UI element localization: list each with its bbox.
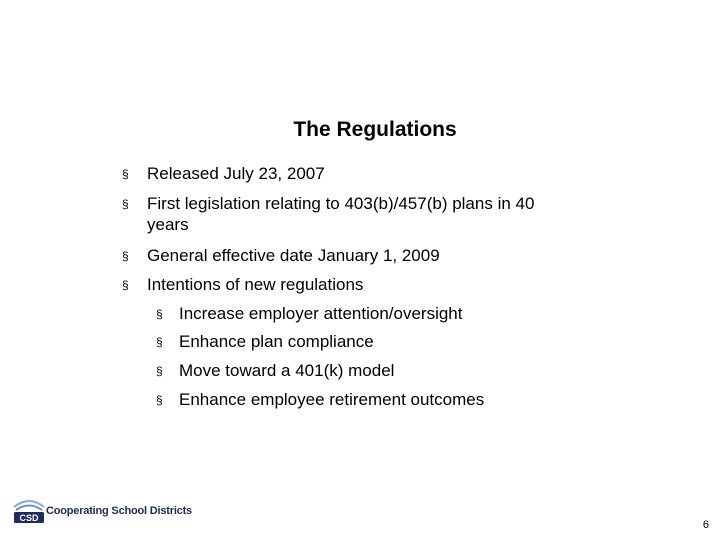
sub-bullet-item — [156, 332, 374, 352]
logo-text: Cooperating School Districts — [46, 505, 192, 517]
slide-title: The Regulations — [293, 118, 457, 141]
sub-bullet-item — [156, 390, 485, 410]
sub-bullet-item — [156, 361, 395, 381]
bullet-text: years — [147, 215, 189, 234]
organization-logo — [12, 496, 192, 526]
sub-bullet-text: Enhance plan compliance — [179, 332, 374, 351]
bullet-marker: § — [156, 364, 163, 378]
sub-bullet-text: Increase employer attention/oversight — [179, 304, 463, 323]
bullet-marker: § — [122, 197, 129, 211]
bullet-marker: § — [156, 307, 163, 321]
bullet-text: First legislation relating to 403(b)/457(b) plans in 40 — [147, 194, 535, 213]
bullet-marker: § — [122, 278, 129, 292]
sub-bullet-item — [156, 304, 463, 324]
bullet-item — [122, 275, 364, 295]
bullet-item — [122, 164, 325, 184]
bullet-item — [122, 246, 440, 266]
bullet-text: Released July 23, 2007 — [147, 164, 325, 183]
bullet-marker: § — [156, 393, 163, 407]
bullet-text-continuation — [147, 215, 189, 235]
bullet-marker: § — [122, 167, 129, 181]
bullet-text: General effective date January 1, 2009 — [147, 246, 440, 265]
bullet-marker: § — [156, 335, 163, 349]
bullet-text: Intentions of new regulations — [147, 275, 364, 294]
page-number: 6 — [702, 519, 709, 531]
sub-bullet-text: Move toward a 401(k) model — [179, 361, 395, 380]
sub-bullet-text: Enhance employee retirement outcomes — [179, 390, 485, 409]
logo-mark-text: CSD — [19, 513, 39, 523]
csd-logo-icon — [12, 498, 46, 524]
bullet-item — [122, 194, 535, 214]
bullet-marker: § — [122, 249, 129, 263]
